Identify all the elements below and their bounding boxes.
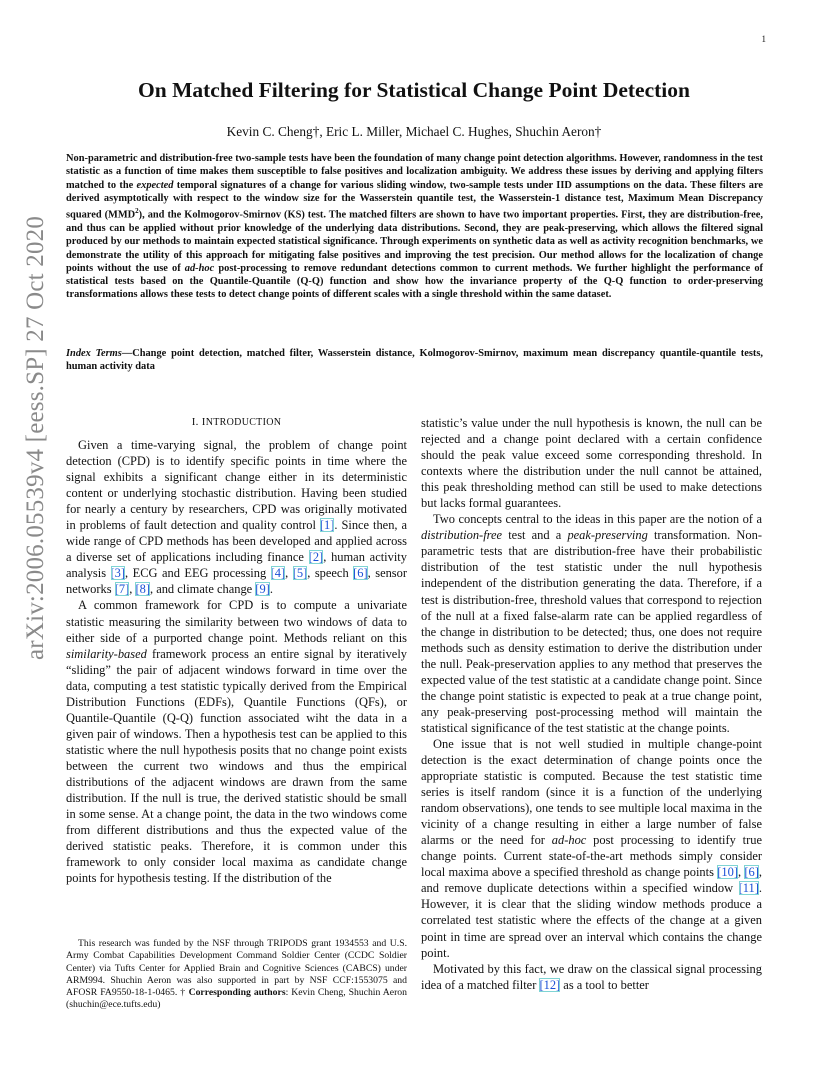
citation-link[interactable]: [8] <box>135 582 150 597</box>
citation-link[interactable]: [1] <box>319 518 335 533</box>
paragraph: Two concepts central to the ideas in this paper are the notion of a distribution-free test and a peak-preserving transformation. Non-parametric tests that are distribution-free have their probabilistic distribution of the test statistic under the null hypothesis independent of the distribution generating the data. Therefore, if a test is distribution-free, threshold values that correspond to rejection of the null at a fixed false-alarm rate can be applied regardless of the change in distribution to be detected; thus, one does not require methods such as density estimation to derive the distribution under the null. Peak-preservation applies to any method that preserves the expected value of the test statistic at a candidate change point. Since the change point statistic is expected to peak at a true change point, any peak-preserving post-processing method will maintain the statistical significance of the test statistic at the change points. <box>421 512 762 735</box>
author-list: Kevin C. Cheng†, Eric L. Miller, Michael C. Hughes, Shuchin Aeron† <box>226 124 602 139</box>
paragraph: Motivated by this fact, we draw on the classical signal processing idea of a matched filter [12] as a tool to better <box>421 961 762 992</box>
paragraph: A common framework for CPD is to compute a univariate statistic measuring the similarity between two windows of data to either side of a purported change point. Methods reliant on this similarity-based framework process an entire signal by iteratively “sliding” the pair of adjacent windows forward in time over the data, computing a test statistic typically derived from the Empirical Distribution Functions (EDFs), Quantile Functions (QFs), or Quantile-Quantile (Q-Q) function associated wiht the data in a given pair of windows. Then a hypothesis test can be applied to this statistic where the null hypothesis posits that no change point exists between the current two windows and thus the empirical distributions of the adjacent windows are drawn from the same distribution. If the null is true, the derived statistic should be small in some sense. At a change point, the data in the two windows come from different distributions and thus the expected value of the derived statistic peaks. Therefore, it is common under this framework to only consider local maxima as candidate change points for hypothesis testing. If the distribution of the <box>66 598 407 886</box>
citation-link[interactable]: [10] <box>717 865 738 880</box>
funding-footnote: This research was funded by the NSF through TRIPODS grant 1934553 and U.S. Army Combat Capabilities Development Command Soldier Center (CCDC Soldier Center) via Tufts Center for Applied Brain and Cognitive Sciences (CABCS) under ARM994. Shuchin Aeron was also supported in part by NSF CCF:1553075 and AFOSR FA9550-18-1-0465. † Corresponding authors: Kevin Cheng, Shuchin Aeron (shuchin@ece.tufts.edu) <box>66 938 407 1011</box>
index-terms-label: Index Terms <box>66 348 122 359</box>
paragraph: statistic’s value under the null hypothesis is known, the null can be rejected and a change point declared with a certain confidence should the peak value exceed some corresponding threshold. In contexts where the distribution under the null cannot be attained, this peak thresholding method can still be used to make detections but lacks formal guarantees. <box>421 416 762 511</box>
citation-link[interactable]: [6] <box>744 865 759 880</box>
citation-link[interactable]: [9] <box>255 582 270 597</box>
citation-link[interactable]: [11] <box>738 881 759 896</box>
index-terms: Index Terms—Change point detection, matched filter, Wasserstein distance, Kolmogorov-Smirnov, maximum mean discrepancy quantile-quantile tests, human activity data <box>66 348 763 373</box>
paper-title: On Matched Filtering for Statistical Change Point Detection <box>138 78 690 102</box>
citation-link[interactable]: [4] <box>270 566 286 581</box>
left-column <box>66 415 407 886</box>
arxiv-stamp-text: arXiv:2006.05539v4 [eess.SP] 27 Oct 2020 <box>22 215 49 660</box>
abstract: Non-parametric and distribution-free two-sample tests have been the foundation of many change point detection algorithms. However, randomness in the test statistic as a function of time makes them susceptible to false positives and localization ambiguity. We address these issues by deriving and applying filters matched to the expected temporal signatures of a change for various sliding window, two-sample tests under IID assumptions on the data. These filters are derived asymptotically with respect to the window size for the Wasserstein quantile test, the Wasserstein-1 distance test, Maximum Mean Discrepancy squared (MMD$^2$), and the Kolmogorov-Smirnov (KS) test. The matched filters are shown to have two important properties. First, they are distribution-free, and thus can be applied without prior knowledge of the underlying data distributions. Second, they are peak-preserving, which allows the filtered signal produced by our methods to maintain expected statistical significance. Through experiments on synthetic data as well as activity recognition benchmarks, we demonstrate the utility of this approach for mitigating false positives and improving the test precision. Our method allows for the localization of change points without the use of ad-hoc post-processing to remove redundant detections common to current methods. We further highlight the performance of statistical tests based on the Quantile-Quantile (Q-Q) function and show how the invariance property of the Q-Q function to order-preserving transformations allows these tests to detect change points of different scales with a single threshold within the same dataset. <box>66 153 764 301</box>
citation-link[interactable]: [6] <box>353 566 368 581</box>
citation-link[interactable]: [7] <box>114 582 130 597</box>
paragraph: Given a time-varying signal, the problem of change point detection (CPD) is to identify specific points in time where the signal exhibits a significant change either in its deterministic content or underlying stochastic distribution. Having been studied for nearly a century by researchers, CPD was originally motivated in problems of fault detection and quality control [1]. Since then, a wide range of CPD methods has been developed and applied across a diverse set of applications including finance [2], human activity analysis [3], ECG and EEG processing [4], [5], speech [6], sensor networks [7], [8], and climate change [9]. <box>66 438 408 597</box>
section-heading-introduction: I. INTRODUCTION <box>191 416 282 428</box>
paragraph: One issue that is not well studied in multiple change-point detection is the exact determination of change points once the appropriate statistic is computed. Because the test statistic time series is itself random (since it is a function of the underlying random observations), one tends to see multiple local maxima in the vicinity of a change resulting in either a large number of false alarms or the need for ad-hoc post processing to identify true change points. Current state-of-the-art methods simply consider local maxima above a specified threshold as change points [10], [6], and remove duplicate detections within a specified window [11]. However, it is clear that the sliding window methods produce a correlated test statistic where the effects of the change at a given point in time are spread over an interval which contains the change point. <box>421 736 762 960</box>
citation-link[interactable]: [12] <box>539 977 561 992</box>
citation-link[interactable]: [5] <box>292 566 308 581</box>
right-column <box>421 415 762 993</box>
page-number: 1 <box>761 34 766 44</box>
citation-link[interactable]: [2] <box>308 550 324 565</box>
citation-link[interactable]: [3] <box>110 566 126 581</box>
